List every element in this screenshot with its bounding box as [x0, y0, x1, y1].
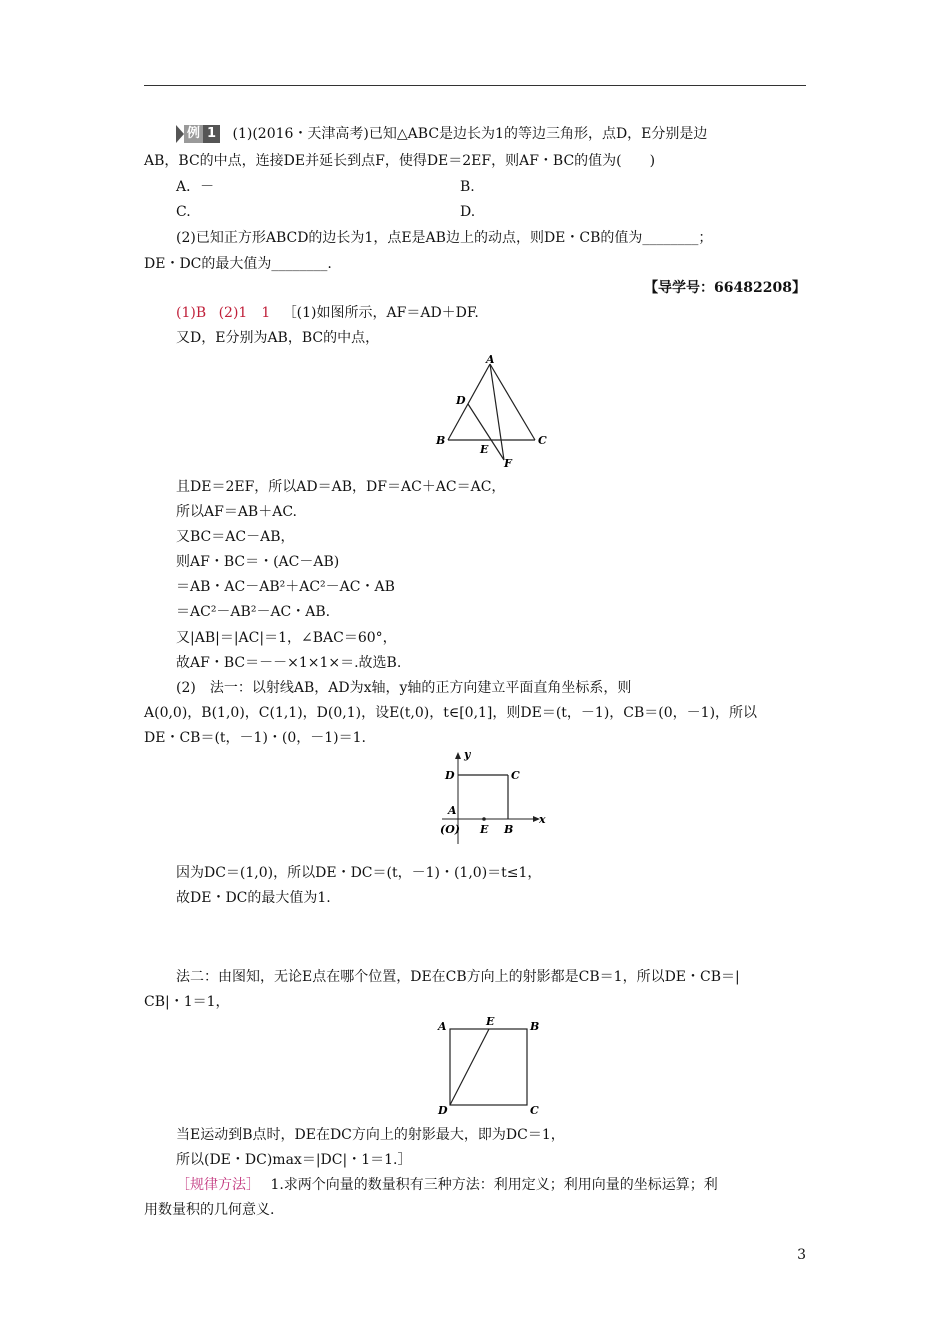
option-d: D.	[460, 204, 476, 220]
solution-line-5: 则AF・BC＝・(AC－AB)	[176, 554, 340, 570]
part2-line-3: DE・CB＝(t，－1)・(0，－1)＝1.	[144, 730, 366, 746]
label-c: C	[538, 434, 547, 447]
segment-de	[450, 1029, 489, 1105]
method2-line-4: 所以(DE・DC)max＝|DC|・1＝1.］	[176, 1152, 412, 1168]
badge-text: 例	[184, 125, 203, 143]
option-b: B.	[460, 179, 475, 195]
method-text-2: 用数量积的几何意义.	[144, 1202, 275, 1218]
method-text-1: 1.求两个向量的数量积有三种方法：利用定义；利用向量的坐标运算；利	[270, 1177, 718, 1193]
method2-line-2: CB|・1＝1，	[144, 994, 230, 1010]
method-tag: ［规律方法］	[176, 1177, 260, 1193]
example-text-4: DE・DC的最大值为________.	[144, 256, 332, 272]
label-y: y	[464, 748, 471, 761]
solution-line-8: 又|AB|＝|AC|＝1，∠BAC＝60°，	[176, 630, 397, 646]
example-text-1: (1)(2016・天津高考)已知△ABC是边长为1的等边三角形，点D，E分别是边	[232, 126, 708, 142]
square-abcd	[450, 1029, 527, 1105]
answer-rest: ［(1)如图所示，AF＝AD＋DF.	[282, 305, 479, 321]
label-f: F	[504, 457, 512, 470]
solution-line-3: 所以AF＝AB＋AC.	[176, 504, 297, 520]
method2-line-1: 法二：由图知，无论E点在哪个位置，DE在CB方向上的射影都是CB＝1，所以DE・CB＝|	[176, 969, 740, 985]
label-e: E	[486, 1015, 495, 1028]
triangle-figure	[428, 352, 556, 470]
part2-line-4: 因为DC＝(1,0)，所以DE・DC＝(t，－1)・(1,0)＝t≤1，	[176, 865, 542, 881]
guide-number: 【导学号：66482208】	[644, 280, 806, 296]
page-number: 3	[797, 1247, 806, 1263]
label-b: B	[530, 1020, 540, 1033]
example-badge	[176, 125, 220, 143]
solution-line-6: ＝AB・AC－AB²＋AC²－AC・AB	[176, 579, 395, 595]
option-c: C.	[176, 204, 191, 220]
y-axis-arrow-icon	[455, 752, 461, 759]
badge-number: 1	[203, 125, 220, 143]
point-e	[482, 817, 486, 821]
label-a: A	[438, 1020, 447, 1033]
square-figure	[432, 1014, 546, 1118]
solution-line-1: 又D，E分别为AB，BC的中点，	[176, 330, 380, 346]
label-b: B	[504, 823, 514, 836]
label-c: C	[511, 769, 520, 782]
label-e: E	[480, 443, 489, 456]
example-text-3: (2)已知正方形ABCD的边长为1，点E是AB边上的动点，则DE・CB的值为________；	[176, 230, 713, 246]
coordinate-figure	[438, 748, 550, 848]
method2-line-3: 当E运动到B点时，DE在DC方向上的射影最大，即为DC＝1，	[176, 1127, 565, 1143]
label-b: B	[436, 434, 446, 447]
part2-line-2: A(0,0)，B(1,0)，C(1,1)，D(0,1)，设E(t,0)，t∈[0,1]，则DE＝(t，－1)，CB＝(0，－1)，所以	[144, 705, 758, 721]
badge-arrow-icon	[176, 125, 184, 143]
example-text-2: AB，BC的中点，连接DE并延长到点F，使得DE＝2EF，则AF・BC的值为( )	[144, 153, 656, 169]
label-a: A	[448, 804, 457, 817]
label-x: x	[539, 813, 546, 826]
option-a: A．－	[176, 179, 215, 195]
label-d: D	[438, 1104, 448, 1117]
method-line-1	[176, 1175, 718, 1195]
label-e: E	[480, 823, 489, 836]
solution-line-7: ＝AC²－AB²－AC・AB.	[176, 604, 331, 620]
answer-1: (1)B	[176, 305, 207, 321]
solution-line-2: 且DE＝2EF，所以AD＝AB，DF＝AC＋AC＝AC，	[176, 479, 506, 495]
part2-line-5: 故DE・DC的最大值为1.	[176, 890, 331, 906]
segment-af	[490, 364, 504, 460]
label-o: (O)	[440, 823, 460, 836]
example-line-1	[176, 124, 707, 144]
solution-line-9: 故AF・BC＝－－×1×1×＝.故选B.	[176, 655, 402, 671]
side-ac	[490, 364, 535, 440]
label-c: C	[530, 1104, 539, 1117]
header-rule	[144, 85, 806, 86]
answer-2: (2)1 1	[218, 305, 271, 321]
solution-line-4: 又BC＝AC－AB，	[176, 529, 295, 545]
label-d: D	[445, 769, 455, 782]
answer-line	[176, 303, 479, 323]
label-d: D	[456, 394, 466, 407]
part2-line-1: (2) 法一：以射线AB，AD为x轴，y轴的正方向建立平面直角坐标系，则	[176, 680, 632, 696]
label-a: A	[486, 353, 495, 366]
